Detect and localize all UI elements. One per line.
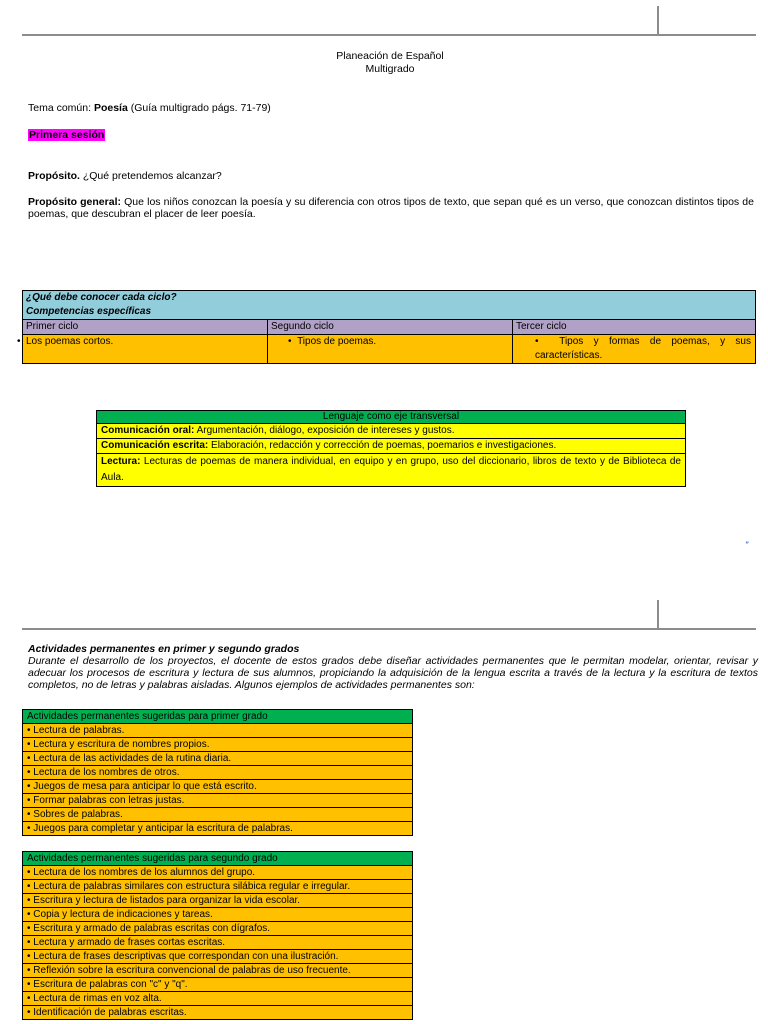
list-item: • Lectura de frases descriptivas que correspondan con una ilustración. — [23, 950, 412, 964]
lenguaje-row-text: Lecturas de poemas de manera individual, en equipo y en grupo, uso del diccionario, libros de texto y de Biblioteca de Aula. — [101, 456, 681, 483]
bullet-icon: • — [17, 336, 21, 347]
list-item: • Lectura y armado de frases cortas escritas. — [23, 936, 412, 950]
list-item: • Escritura y armado de palabras escritas con dígrafos. — [23, 922, 412, 936]
tema-bold: Poesía — [93, 102, 128, 114]
primer-grado-table — [22, 709, 413, 836]
lenguaje-table-header: Lenguaje como eje transversal — [97, 411, 685, 424]
lenguaje-row-text: Elaboración, redacción y corrección de poemas, poemarios e investigaciones. — [208, 440, 557, 451]
ciclos-heading-line-1: ¿Qué debe conocer cada ciclo? — [26, 292, 177, 303]
proposito-line — [28, 170, 222, 182]
list-item: • Lectura y escritura de nombres propios. — [23, 738, 412, 752]
top-rule — [22, 34, 756, 36]
actividades-intro — [28, 643, 758, 691]
ciclos-header-row — [23, 320, 755, 335]
bullet-icon: • — [535, 336, 560, 347]
segundo-grado-table — [22, 851, 413, 1020]
proposito-text: ¿Qué pretendemos alcanzar? — [79, 170, 222, 182]
list-item: • Juegos de mesa para anticipar lo que está escrito. — [23, 780, 412, 794]
cell-segundo-text: Tipos de poemas. — [297, 336, 377, 347]
tema-suffix: (Guía multigrado págs. 71-79) — [127, 102, 271, 114]
column-header-primer: Primer ciclo — [23, 320, 268, 334]
primer-grado-header: Actividades permanentes sugeridas para primer grado — [23, 710, 412, 724]
list-item: • Escritura de palabras con "c" y "q". — [23, 978, 412, 992]
column-header-tercer: Tercer ciclo — [516, 321, 567, 332]
title-line-2: Multigrado — [365, 63, 415, 75]
lenguaje-row-label: Comunicación escrita: — [101, 440, 209, 451]
page2-top-rule-tick — [657, 600, 659, 630]
proposito-general-text: Que los niños conozcan la poesía y su diferencia con otros tipos de texto, que sepan qué es un verso, que conozcan distintos tipos de poemas, que descubran el placer de leer poesía. — [28, 196, 754, 220]
page2-top-rule — [22, 628, 756, 630]
list-item: • Lectura de rimas en voz alta. — [23, 992, 412, 1006]
lenguaje-table — [96, 410, 686, 487]
list-item: • Lectura de palabras. — [23, 724, 412, 738]
tema-line — [28, 102, 271, 114]
lenguaje-row-escrita — [97, 439, 685, 454]
cell-primer-text: Los poemas cortos. — [26, 336, 114, 347]
proposito-general-label: Propósito general: — [28, 196, 121, 208]
session-label-wrap — [28, 129, 105, 141]
list-item: • Lectura de palabras similares con estructura silábica regular e irregular. — [23, 880, 412, 894]
ciclos-table-heading — [23, 291, 755, 320]
lenguaje-row-label: Comunicación oral: — [101, 425, 195, 436]
proposito-label: Propósito. — [28, 170, 80, 182]
lenguaje-row-lectura — [97, 454, 685, 486]
lenguaje-row-text: Argumentación, diálogo, exposición de intereses y gustos. — [194, 425, 455, 436]
ciclos-content-row — [17, 335, 755, 363]
list-item: • Lectura de los nombres de otros. — [23, 766, 412, 780]
ciclos-table — [17, 290, 756, 364]
page-title — [0, 50, 768, 76]
proposito-general — [28, 196, 754, 220]
actividades-description: Durante el desarrollo de los proyectos, el docente de estos grados debe diseñar actividades permanentes que le permitan modelar, orientar, revisar y adecuar los procesos de escritura y lectura de sus alumnos, propiciando la adquisición de la lengua escrita a través de la lectura y la escritura de textos completos, no de letras y palabras aisladas. Algunos ejemplos de actividades permanentes son: — [28, 655, 758, 691]
cell-tercer — [513, 335, 755, 363]
top-rule-tick — [657, 6, 659, 36]
lenguaje-row-label: Lectura: — [101, 456, 141, 467]
lenguaje-row-oral — [97, 424, 685, 439]
list-item: • Copia y lectura de indicaciones y tareas. — [23, 908, 412, 922]
cell-tercer-text: Tipos y formas de poemas, y sus características. — [535, 336, 751, 361]
column-header-segundo: Segundo ciclo — [268, 320, 513, 334]
title-line-1: Planeación de Español — [336, 50, 444, 62]
tema-prefix: Tema común: — [28, 102, 94, 114]
ciclos-heading-line-2: Competencias específicas — [26, 306, 152, 317]
small-mark: " — [745, 540, 749, 550]
list-item: • Lectura de las actividades de la rutina diaria. — [23, 752, 412, 766]
list-item: • Sobres de palabras. — [23, 808, 412, 822]
cell-primer — [17, 335, 268, 363]
list-item: • Reflexión sobre la escritura convencional de palabras de uso frecuente. — [23, 964, 412, 978]
list-item: • Identificación de palabras escritas. — [23, 1006, 412, 1019]
list-item: • Escritura y lectura de listados para organizar la vida escolar. — [23, 894, 412, 908]
cell-segundo — [268, 335, 513, 363]
list-item: • Formar palabras con letras justas. — [23, 794, 412, 808]
segundo-grado-header: Actividades permanentes sugeridas para segundo grado — [23, 852, 412, 866]
bullet-icon: • — [288, 336, 298, 347]
actividades-title: Actividades permanentes en primer y segundo grados — [28, 643, 300, 655]
list-item: • Juegos para completar y anticipar la escritura de palabras. — [23, 822, 412, 835]
list-item: • Lectura de los nombres de los alumnos del grupo. — [23, 866, 412, 880]
session-label: Primera sesión — [29, 129, 105, 141]
